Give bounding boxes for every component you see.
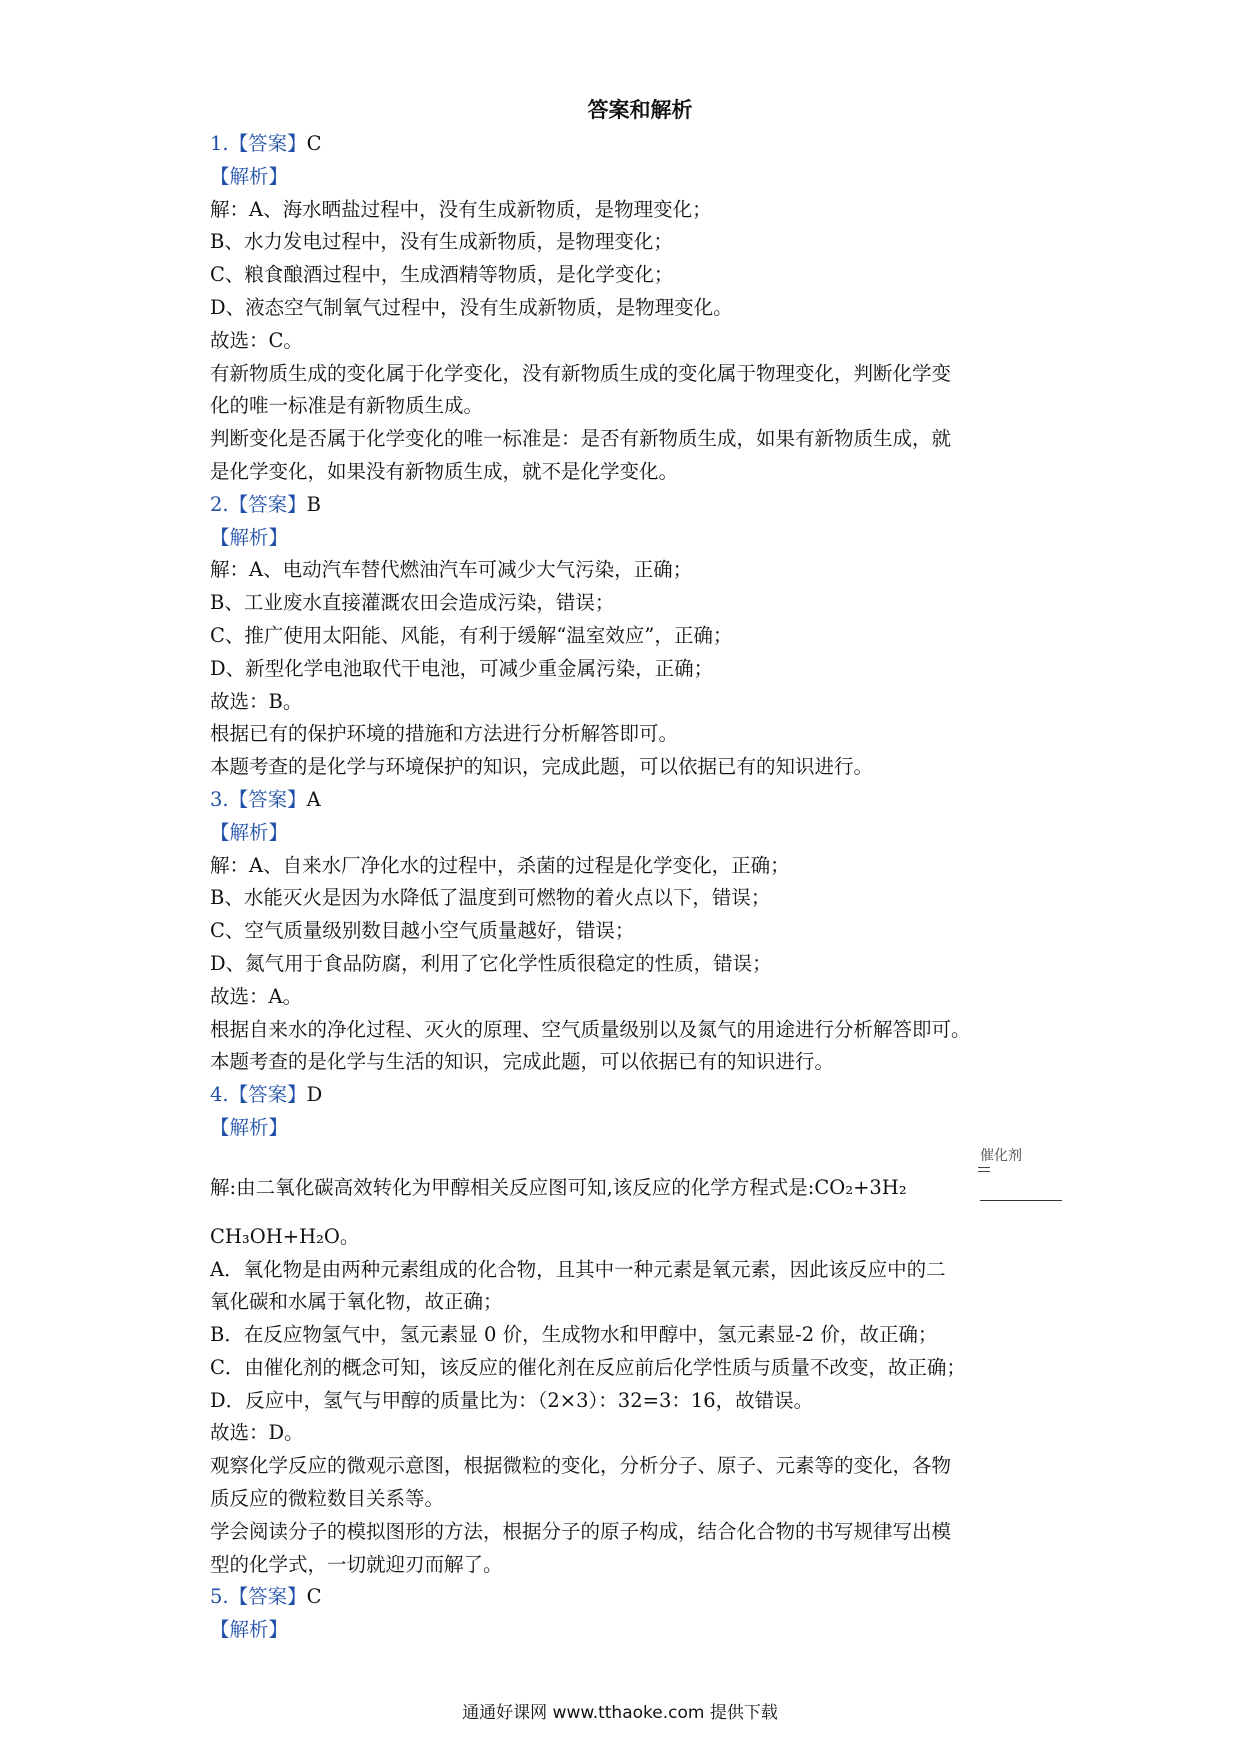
q4-line: C．由催化剂的概念可知，该反应的催化剂在反应前后化学性质与质量不改变，故正确； <box>210 1355 966 1379</box>
q3-line: B、水能灭火是因为水降低了温度到可燃物的着火点以下，错误； <box>210 886 771 910</box>
q1-line: 是化学变化，如果没有新物质生成，就不是化学变化。 <box>210 459 679 483</box>
equals-sign <box>978 1167 990 1168</box>
q5-analysis-tag: 【解析】 <box>210 1618 289 1642</box>
q4-analysis-tag: 【解析】 <box>210 1115 289 1139</box>
q1-line: 判断变化是否属于化学变化的唯一标准是：是否有新物质生成，如果有新物质生成，就 <box>210 427 952 451</box>
q1-line: 化的唯一标准是有新物质生成。 <box>210 394 484 418</box>
q3-line: 故选：A。 <box>210 984 303 1008</box>
q2-line: D、新型化学电池取代干电池，可减少重金属污染，正确； <box>210 656 714 680</box>
q2-line: C、推广使用太阳能、风能，有利于缓解“温室效应”，正确； <box>210 623 733 647</box>
q2-analysis-tag: 【解析】 <box>210 525 289 549</box>
q3-answer: 3.【答案】A <box>210 787 321 811</box>
q4-line: D．反应中，氢气与甲醇的质量比为：（2×3）：32=3：16，故错误。 <box>210 1388 814 1412</box>
q4-line: B．在反应物氢气中，氢元素显 0 价，生成物水和甲醇中，氢元素显-2 价，故正确； <box>210 1323 938 1347</box>
q4-line: 学会阅读分子的模拟图形的方法，根据分子的原子构成，结合化合物的书写规律写出模 <box>210 1519 952 1543</box>
q3-line: C、空气质量级别数目越小空气质量越好，错误； <box>210 919 635 943</box>
q2-answer: 2.【答案】B <box>210 492 321 516</box>
q1-line: D、液态空气制氧气过程中，没有生成新物质，是物理变化。 <box>210 295 733 319</box>
q4-line: 故选：D。 <box>210 1421 304 1445</box>
page-title: 答案和解析 <box>587 98 693 122</box>
q1-analysis-tag: 【解析】 <box>210 164 289 188</box>
q4-line: 质反应的微粒数目关系等。 <box>210 1487 445 1511</box>
q1-line: B、水力发电过程中，没有生成新物质，是物理变化； <box>210 230 673 254</box>
page-footer: 通通好课网 www.tthaoke.com 提供下载 <box>462 1703 778 1723</box>
equation-products: CH₃OH+H₂O。 <box>210 1224 360 1248</box>
q3-analysis-tag: 【解析】 <box>210 820 289 844</box>
q2-line: B、工业废水直接灌溉农田会造成污染，错误； <box>210 591 615 615</box>
q4-line: A．氧化物是由两种元素组成的化合物，且其中一种元素是氧元素，因此该反应中的二 <box>210 1257 946 1281</box>
q2-line: 根据已有的保护环境的措施和方法进行分析解答即可。 <box>210 722 679 746</box>
q4-answer: 4.【答案】D <box>210 1083 323 1107</box>
q1-line: 解：A、海水晒盐过程中，没有生成新物质，是物理变化； <box>210 197 712 221</box>
q3-line: D、氮气用于食品防腐，利用了它化学性质很稳定的性质，错误； <box>210 951 772 975</box>
q1-line: C、粮食酿酒过程中，生成酒精等物质，是化学变化； <box>210 263 674 287</box>
q5-answer: 5.【答案】C <box>210 1585 322 1609</box>
q2-line: 本题考查的是化学与环境保护的知识，完成此题，可以依据已有的知识进行。 <box>210 755 874 779</box>
q3-line: 解：A、自来水厂净化水的过程中，杀菌的过程是化学变化，正确； <box>210 853 790 877</box>
equals-sign <box>978 1171 990 1172</box>
equation-reactants: 解:由二氧化碳高效转化为甲醇相关反应图可知,该反应的化学方程式是:CO₂+3H₂ <box>210 1175 907 1199</box>
reaction-line <box>980 1200 1062 1201</box>
document-page <box>210 92 1050 1647</box>
q3-line: 根据自来水的净化过程、灭火的原理、空气质量级别以及氮气的用途进行分析解答即可。 <box>210 1017 971 1041</box>
q1-line: 有新物质生成的变化属于化学变化，没有新物质生成的变化属于物理变化，判断化学变 <box>210 361 952 385</box>
q4-line: 氧化碳和水属于氧化物，故正确； <box>210 1290 503 1314</box>
catalyst-label: 催化剂 <box>980 1147 1022 1164</box>
q1-line: 故选：C。 <box>210 328 303 352</box>
q2-line: 解：A、电动汽车替代燃油汽车可减少大气污染，正确； <box>210 558 693 582</box>
q2-line: 故选：B。 <box>210 689 303 713</box>
q3-line: 本题考查的是化学与生活的知识，完成此题，可以依据已有的知识进行。 <box>210 1050 835 1074</box>
q1-answer: 1.【答案】C <box>210 132 322 155</box>
chemical-equation <box>210 1145 1050 1205</box>
q4-line: 型的化学式，一切就迎刃而解了。 <box>210 1552 503 1576</box>
q4-line: 观察化学反应的微观示意图，根据微粒的变化，分析分子、原子、元素等的变化，各物 <box>210 1454 952 1478</box>
